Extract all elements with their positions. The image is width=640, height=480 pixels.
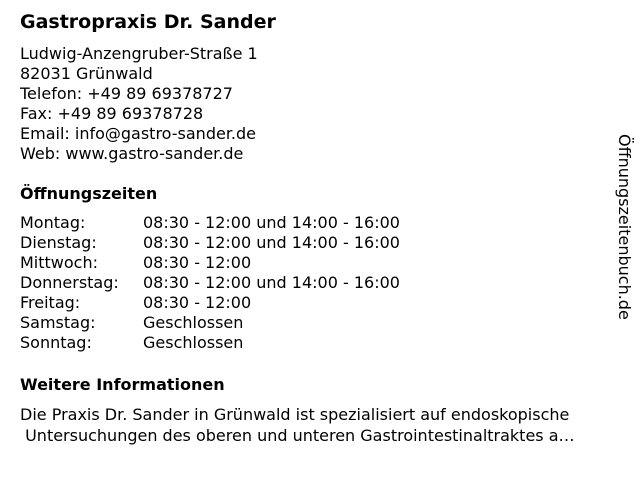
address-street: Ludwig-Anzengruber-Straße 1 [20, 44, 258, 63]
hours-day: Donnerstag: [20, 273, 119, 292]
email-line: Email: info@gastro-sander.de [20, 124, 257, 143]
fax-line: Fax: +49 89 69378728 [20, 104, 204, 123]
address-city: 82031 Grünwald [20, 64, 153, 83]
web-line: Web: www.gastro-sander.de [20, 144, 244, 163]
hours-day: Mittwoch: [20, 253, 98, 272]
hours-time: 08:30 - 12:00 und 14:00 - 16:00 [143, 213, 400, 232]
hours-heading: Öffnungszeiten [20, 184, 158, 203]
info-heading: Weitere Informationen [20, 375, 225, 394]
hours-day: Sonntag: [20, 333, 92, 352]
hours-time: 08:30 - 12:00 und 14:00 - 16:00 [143, 233, 400, 252]
phone-line: Telefon: +49 89 69378727 [20, 84, 233, 103]
hours-day: Montag: [20, 213, 86, 232]
hours-day: Samstag: [20, 313, 96, 332]
hours-day: Freitag: [20, 293, 81, 312]
hours-time: 08:30 - 12:00 [143, 293, 252, 312]
site-watermark: Öffnungszeitenbuch.de [615, 134, 634, 320]
hours-time: Geschlossen [143, 313, 244, 332]
hours-time: 08:30 - 12:00 und 14:00 - 16:00 [143, 273, 400, 292]
info-text: Die Praxis Dr. Sander in Grünwald ist spezialisiert auf endoskopische Untersuchungen des oberen und unteren Gastrointestinaltraktes a… [20, 405, 575, 445]
hours-time: 08:30 - 12:00 [143, 253, 252, 272]
hours-time: Geschlossen [143, 333, 244, 352]
contact-block [20, 44, 258, 164]
practice-name: Gastropraxis Dr. Sander [20, 11, 276, 33]
hours-day: Dienstag: [20, 233, 97, 252]
